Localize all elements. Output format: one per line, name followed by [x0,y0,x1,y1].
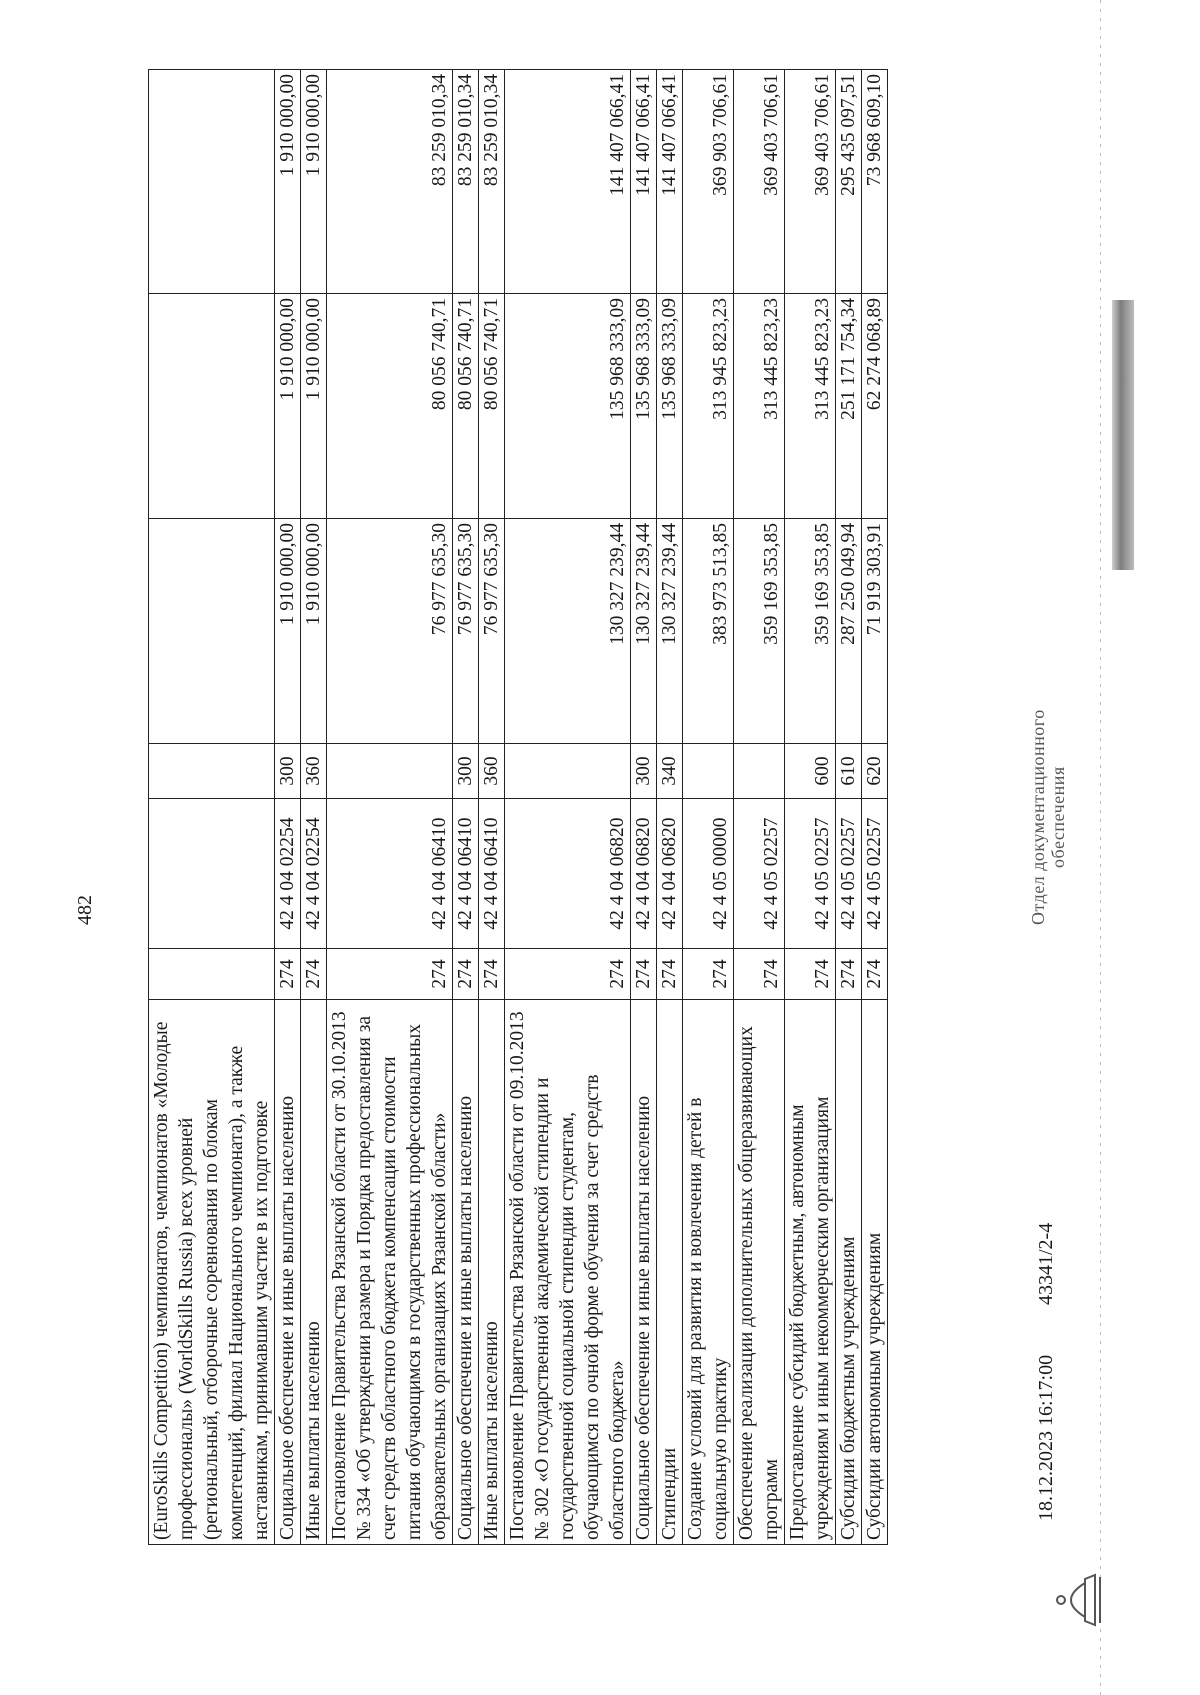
cell-amount-year-1 [149,519,275,744]
cell-expense-type [505,744,631,799]
cell-amount-year-1: 76 977 635,30 [327,519,453,744]
cell-amount-year-3: 1 910 000,00 [275,70,301,294]
cell-amount-year-3: 295 435 097,51 [836,70,862,294]
table-row [275,70,301,1545]
cell-expense-type: 620 [862,744,888,799]
cell-name: Обеспечение реализации дополнительных общеразвивающих программ [734,1000,785,1545]
table-row [862,70,888,1545]
cell-amount-year-3: 369 403 706,61 [785,70,836,294]
emblem-icon [1045,1565,1105,1635]
cell-amount-year-2: 313 445 823,23 [734,294,785,519]
cell-target-article: 42 4 04 02254 [301,799,327,949]
cell-amount-year-1: 359 169 353,85 [785,519,836,744]
cell-code: 274 [327,949,453,1000]
cell-amount-year-1: 383 973 513,85 [683,519,734,744]
cell-target-article: 42 4 05 00000 [683,799,734,949]
cell-target-article: 42 4 04 06410 [327,799,453,949]
cell-code: 274 [453,949,479,1000]
cell-name: Стипендии [657,1000,683,1545]
cell-target-article: 42 4 04 06820 [657,799,683,949]
cell-amount-year-2: 80 056 740,71 [327,294,453,519]
cell-amount-year-3: 83 259 010,34 [453,70,479,294]
cell-amount-year-1: 76 977 635,30 [479,519,505,744]
cell-name: Создание условий для развития и вовлечения детей в социальную практику [683,1000,734,1545]
cell-code: 274 [683,949,734,1000]
cell-amount-year-1: 1 910 000,00 [301,519,327,744]
cell-name: Субсидии бюджетным учреждениям [836,1000,862,1545]
cell-amount-year-2: 62 274 068,89 [862,294,888,519]
table-row [683,70,734,1545]
cell-amount-year-1: 71 919 303,91 [862,519,888,744]
cell-code: 274 [657,949,683,1000]
cell-code: 274 [301,949,327,1000]
cell-amount-year-3: 83 259 010,34 [479,70,505,294]
cell-amount-year-2: 80 056 740,71 [479,294,505,519]
cell-target-article [149,799,275,949]
cell-name: Постановление Правительства Рязанской области от 30.10.2013 № 334 «Об утверждении размера и Порядка предоставления за счет средств областного бюджета компенсации стоимости питания обучающимся в государственных профессиональных образовательных организациях Рязанской области» [327,1000,453,1545]
cell-amount-year-2: 135 968 333,09 [631,294,657,519]
table-row [453,70,479,1545]
cell-target-article: 42 4 04 06820 [631,799,657,949]
cell-target-article: 42 4 04 06410 [453,799,479,949]
cell-name: Предоставление субсидий бюджетным, автономным учреждениям и иным некоммерческим организациям [785,1000,836,1545]
table-row [505,70,631,1545]
cell-expense-type: 360 [479,744,505,799]
cell-expense-type [327,744,453,799]
cell-expense-type [683,744,734,799]
cell-expense-type: 340 [657,744,683,799]
table-row [149,70,275,1545]
footer-date: 18.12.2023 16:17:00 [1035,1354,1057,1521]
cell-amount-year-2: 135 968 333,09 [505,294,631,519]
cell-name: Постановление Правительства Рязанской области от 09.10.2013 № 302 «О государственной академической стипендии и государственной социальной стипендии студентам, обучающимся по очной форме обучения за счет средств областного бюджета» [505,1000,631,1545]
cell-amount-year-3: 1 910 000,00 [301,70,327,294]
cell-code: 274 [862,949,888,1000]
cell-amount-year-2: 80 056 740,71 [453,294,479,519]
cell-expense-type: 360 [301,744,327,799]
budget-table-wrapper [148,70,888,1545]
budget-table [148,69,888,1545]
cell-expense-type: 300 [275,744,301,799]
cell-amount-year-3: 83 259 010,34 [327,70,453,294]
table-row [479,70,505,1545]
cell-name: (EuroSkills Competition) чемпионатов, чемпионатов «Молодые профессионалы» (WorldSkills Russia) всех уровней (региональный, отборочные соревнования по блокам компетенций, филиал Национального чемпионата), а также наставникам, принимавшим участие в их подготовке [149,1000,275,1545]
cell-code: 274 [785,949,836,1000]
cell-code: 274 [275,949,301,1000]
cell-target-article: 42 4 05 02257 [862,799,888,949]
department-stamp [1028,709,1068,925]
cell-name: Иные выплаты населению [479,1000,505,1545]
cell-amount-year-2: 1 910 000,00 [275,294,301,519]
cell-amount-year-3: 369 403 706,61 [734,70,785,294]
cell-code: 274 [505,949,631,1000]
cell-amount-year-1: 130 327 239,44 [631,519,657,744]
table-row [836,70,862,1545]
cell-name: Иные выплаты населению [301,1000,327,1545]
cell-target-article: 42 4 05 02257 [734,799,785,949]
cell-amount-year-1: 1 910 000,00 [275,519,301,744]
cell-expense-type: 300 [453,744,479,799]
stamp-line-2: обеспечения [1048,766,1068,868]
table-row [631,70,657,1545]
cell-target-article: 42 4 04 02254 [275,799,301,949]
cell-code: 274 [836,949,862,1000]
cell-code [149,949,275,1000]
cell-amount-year-2: 1 910 000,00 [301,294,327,519]
cell-expense-type: 610 [836,744,862,799]
cell-amount-year-1: 359 169 353,85 [734,519,785,744]
cell-amount-year-2 [149,294,275,519]
cell-expense-type [734,744,785,799]
cell-code: 274 [479,949,505,1000]
budget-table-body [149,70,888,1545]
cell-amount-year-1: 130 327 239,44 [505,519,631,744]
cell-amount-year-1: 130 327 239,44 [657,519,683,744]
table-row [657,70,683,1545]
cell-target-article: 42 4 04 06820 [505,799,631,949]
cell-name: Социальное обеспечение и иные выплаты населению [631,1000,657,1545]
cell-expense-type [149,744,275,799]
cell-target-article: 42 4 05 02257 [836,799,862,949]
cell-name: Социальное обеспечение и иные выплаты населению [453,1000,479,1545]
cell-code: 274 [734,949,785,1000]
cell-target-article: 42 4 05 02257 [785,799,836,949]
cell-name: Субсидии автономным учреждениям [862,1000,888,1545]
cell-amount-year-2: 313 945 823,23 [683,294,734,519]
footer-document-id: 43341/2-4 [1035,1222,1057,1305]
table-row [785,70,836,1545]
cell-amount-year-3: 141 407 066,41 [631,70,657,294]
table-row [734,70,785,1545]
cell-amount-year-3: 141 407 066,41 [657,70,683,294]
cell-amount-year-1: 76 977 635,30 [453,519,479,744]
stamp-line-1: Отдел документационного [1028,709,1048,925]
cell-amount-year-3: 369 903 706,61 [683,70,734,294]
cell-amount-year-2: 135 968 333,09 [657,294,683,519]
cell-amount-year-2: 313 445 823,23 [785,294,836,519]
cell-amount-year-3: 73 968 609,10 [862,70,888,294]
cell-target-article: 42 4 04 06410 [479,799,505,949]
cell-name: Социальное обеспечение и иные выплаты населению [275,1000,301,1545]
table-row [301,70,327,1545]
cell-amount-year-1: 287 250 049,94 [836,519,862,744]
cell-amount-year-2: 251 171 754,34 [836,294,862,519]
cell-amount-year-3: 141 407 066,41 [505,70,631,294]
cell-amount-year-3 [149,70,275,294]
table-row [327,70,453,1545]
cell-code: 274 [631,949,657,1000]
page-number: 482 [74,895,96,925]
cell-expense-type: 300 [631,744,657,799]
cell-expense-type: 600 [785,744,836,799]
